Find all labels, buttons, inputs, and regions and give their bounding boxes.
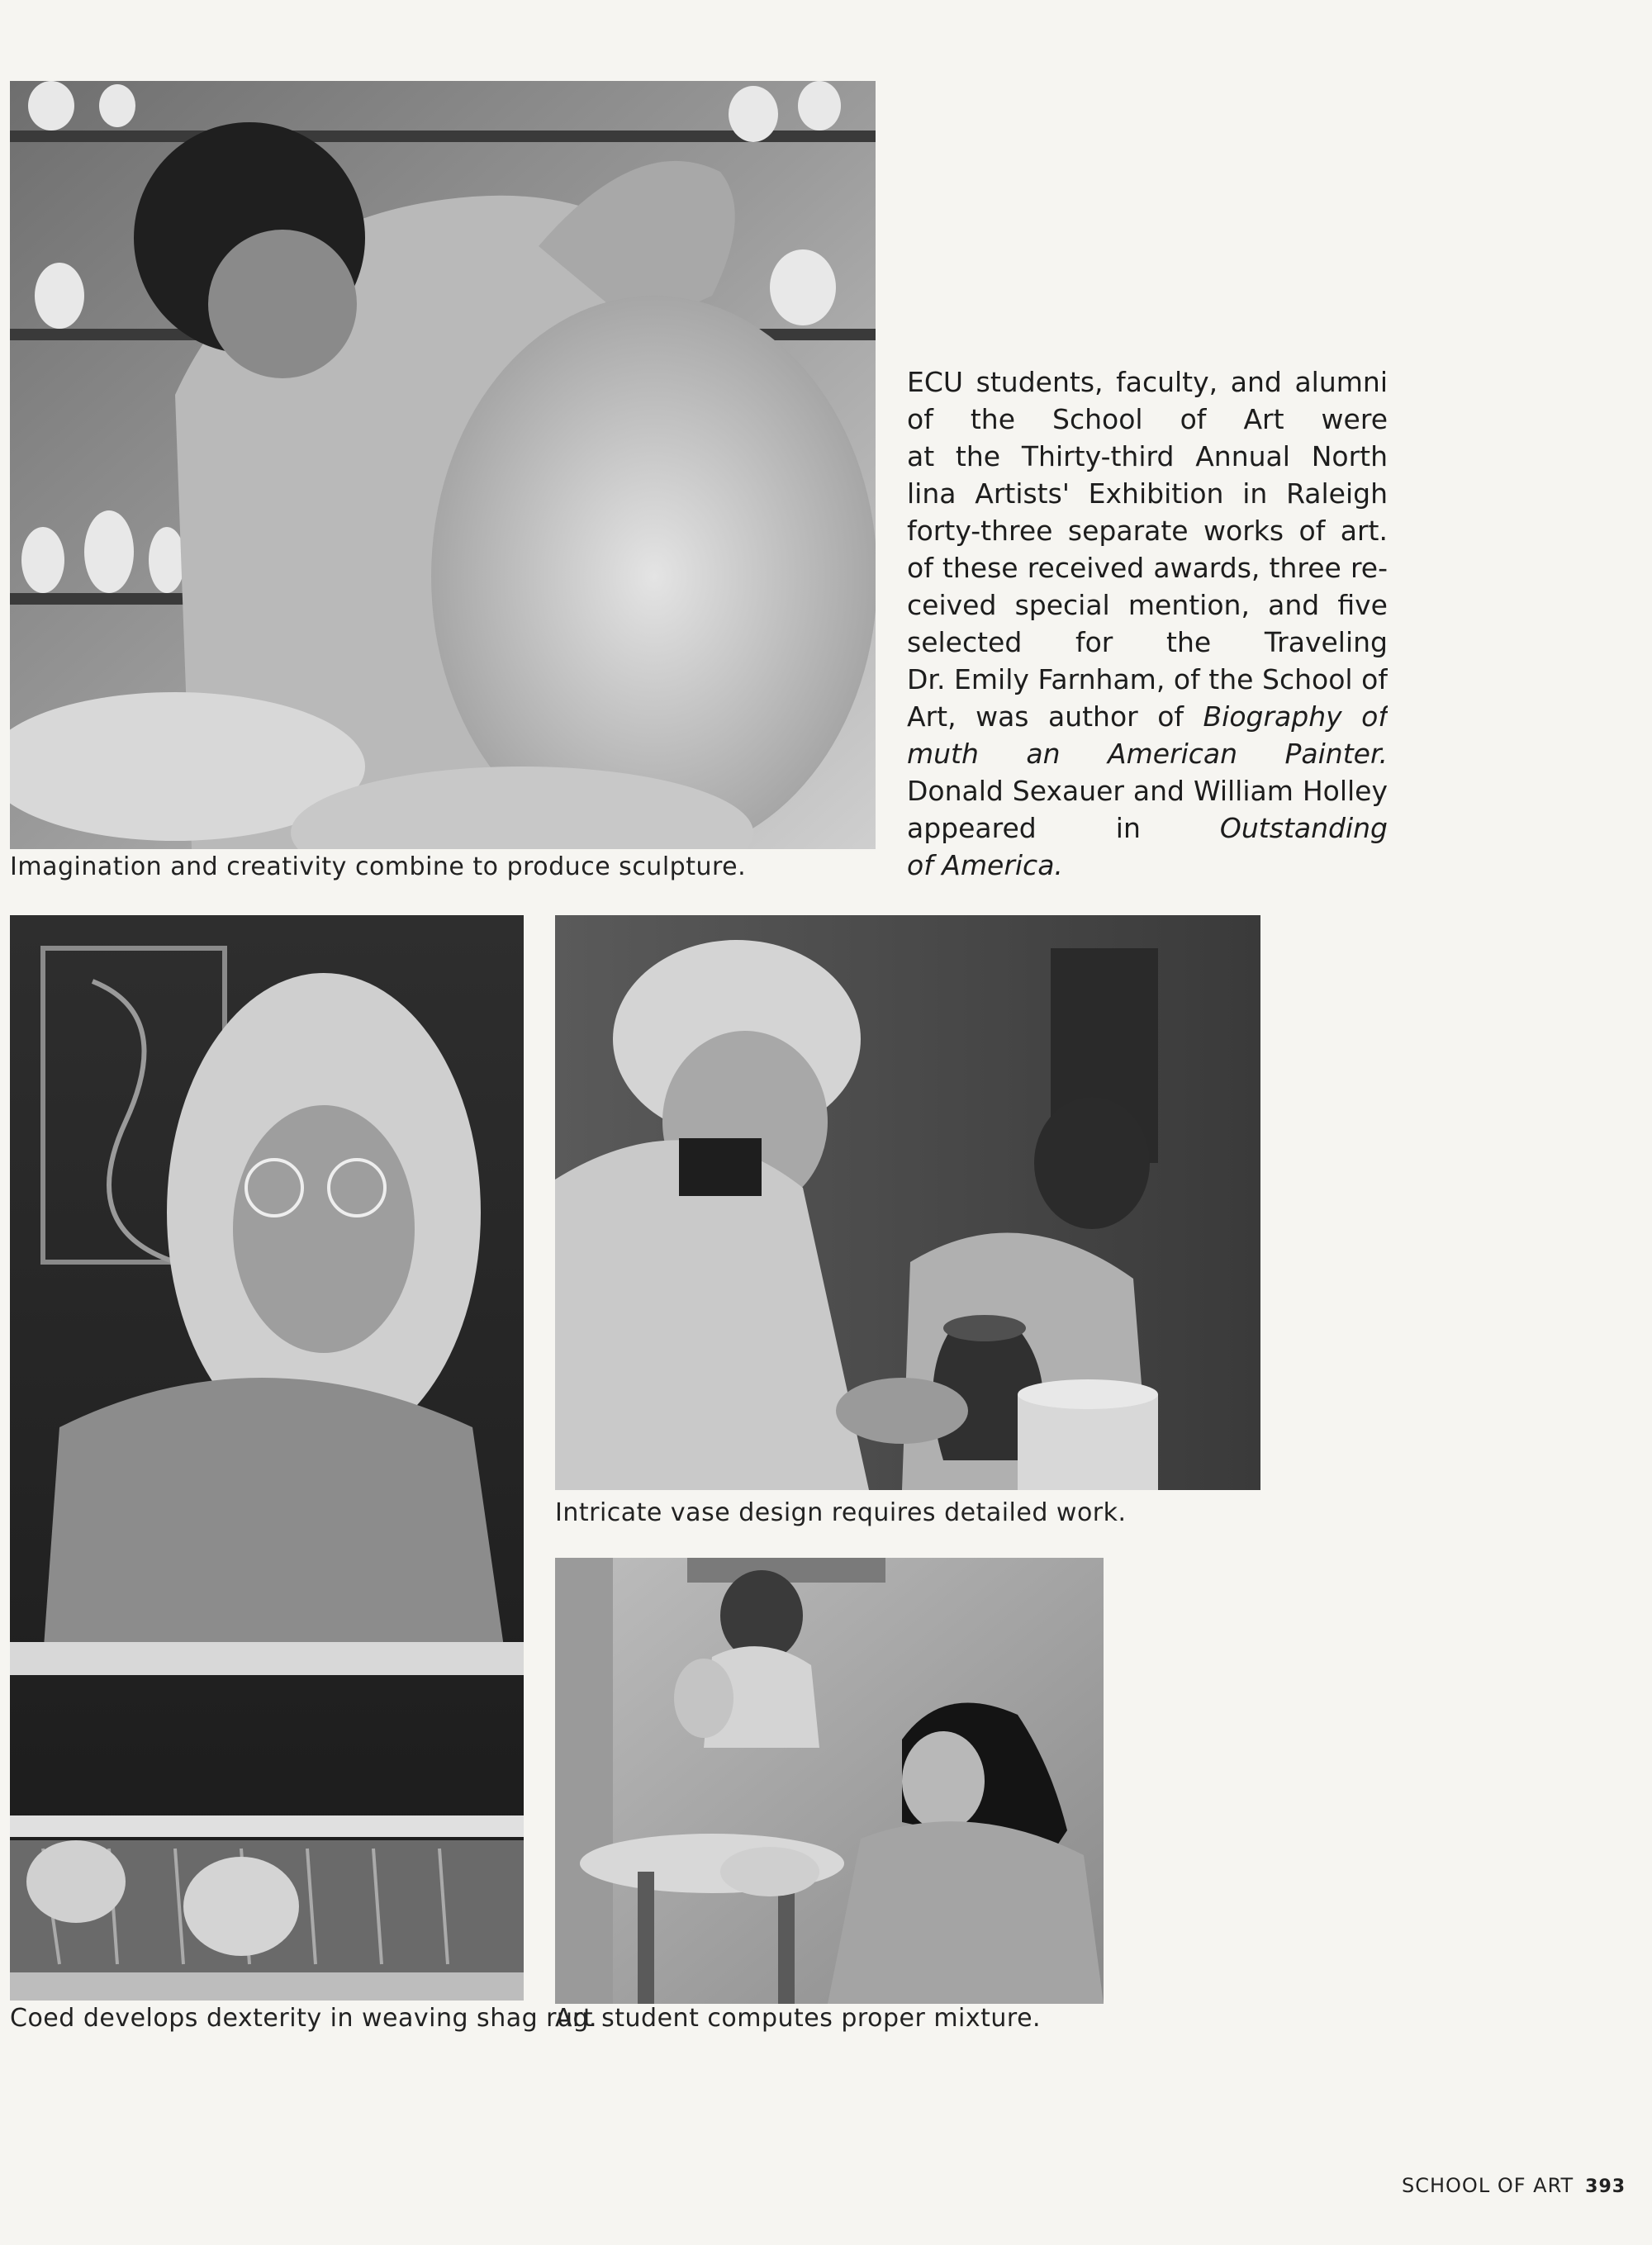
photo-sculpture [10,81,876,849]
article-line [907,698,1388,735]
article-line: of the School of Art were [907,403,1388,435]
article-line: Dr. Emily Farnham, of the School of [907,663,1388,695]
article-line: ECU students, faculty, and alumni [907,366,1388,398]
section-title: SCHOOL OF ART [1402,2174,1574,2197]
article-line: at the Thirty-third Annual North [907,440,1388,472]
page-number: 393 [1585,2176,1626,2197]
book-title: Biography of [1203,700,1388,733]
photo-weaving [10,915,524,2001]
caption-weaving: Coed develops dexterity in weaving shag rug. [10,2004,598,2033]
article-line: ceived special mention, and five [907,589,1388,621]
article-line: of these received awards, three re- [907,552,1388,584]
article-text-plain: appeared in [907,812,1220,844]
caption-mixture: Art student computes proper mixture. [555,2004,1042,2033]
article-line: forty-three separate works of art. [907,515,1388,547]
article-text [907,363,1388,884]
publication-title: Outstanding [1219,812,1388,844]
article-text-plain: Art, was author of [907,700,1203,733]
article-line: lina Artists' Exhibition in Raleigh [907,477,1388,510]
vase-photo-image [555,915,1260,1490]
caption-sculpture: Imagination and creativity combine to produce sculpture. [10,852,747,881]
photo-mixture [555,1558,1104,2004]
publication-title: of America. [907,849,1063,881]
article-line [907,809,1388,847]
mixture-photo-image [555,1558,1104,2004]
page-folio [1402,2174,1626,2197]
photo-vase [555,915,1260,1490]
article-line [907,847,1388,884]
article-line: selected for the Traveling [907,626,1388,658]
sculpture-photo-image [10,81,876,849]
weaving-photo-image [10,915,524,2001]
caption-vase: Intricate vase design requires detailed work. [555,1498,1127,1527]
article-line [907,735,1388,772]
book-title: muth an American Painter. [907,738,1388,770]
article-line: Donald Sexauer and William Holley [907,775,1388,807]
